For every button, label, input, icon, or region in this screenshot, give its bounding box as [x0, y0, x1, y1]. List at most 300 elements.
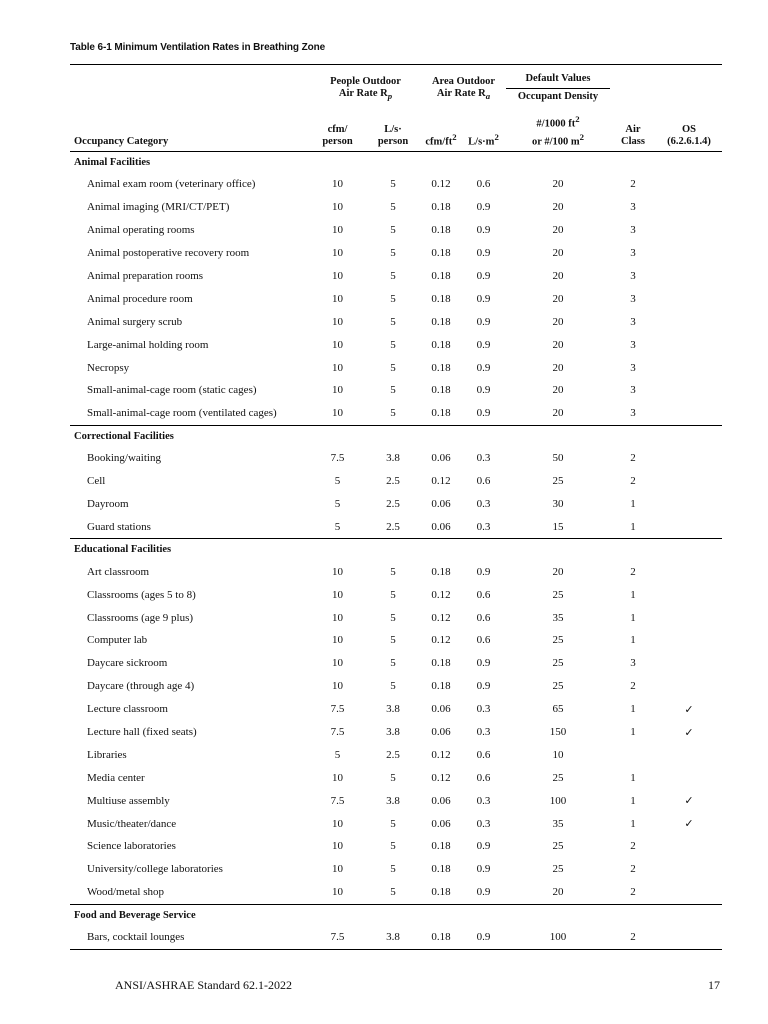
cfm-per-ft2-cell: 0.12: [431, 588, 451, 601]
air-class-cell: 3: [630, 657, 636, 670]
cfm-per-ft2-cell: 0.18: [431, 247, 451, 260]
cfm-per-ft2-cell: 0.18: [431, 680, 451, 693]
ls-per-person-cell: 5: [390, 201, 396, 214]
occupant-density-cell: 65: [552, 703, 564, 716]
air-class-cell: 3: [630, 407, 636, 420]
occupancy-name-cell: Dayroom: [87, 498, 129, 511]
os-check-cell: ✓: [684, 795, 694, 808]
os-check-cell: [656, 310, 722, 333]
air-class-cell: 1: [630, 611, 636, 624]
air-class-cell: 2: [630, 178, 636, 191]
cfm-per-person-cell: 10: [332, 680, 343, 693]
cfm-per-ft2-cell: 0.18: [431, 384, 451, 397]
occupant-density-cell: 20: [552, 315, 564, 328]
ls-per-m2-cell: 0.9: [476, 886, 491, 899]
occupancy-name-cell: Cell: [87, 475, 106, 488]
table-row: [70, 515, 722, 538]
default-values-header: Default Values: [506, 65, 610, 89]
ls-per-m2-cell: 0.6: [476, 611, 491, 624]
ls-per-person-cell: 5: [390, 588, 396, 601]
occupancy-name-cell: Necropsy: [87, 361, 130, 374]
ls-per-person-cell: 5: [390, 840, 396, 853]
air-class-cell: 1: [630, 726, 636, 739]
occupant-density-cell: 25: [552, 840, 564, 853]
occupant-density-cell: 25: [552, 680, 564, 693]
ls-per-m2-cell: 0.9: [476, 338, 491, 351]
ls-per-person-cell: 3.8: [386, 794, 400, 807]
occupancy-name-cell: Lecture hall (fixed seats): [87, 726, 197, 739]
occupant-density-cell: 35: [552, 817, 564, 830]
cfm-per-person-cell: 5: [334, 748, 341, 761]
occupancy-name-cell: Large-animal holding room: [87, 338, 209, 351]
occupant-density-cell: 25: [552, 634, 564, 647]
os-check-cell: [656, 447, 722, 470]
air-class-cell: 1: [630, 794, 636, 807]
area-outdoor-air-rate-header: Area Outdoor Air Rate $R_a$: [431, 75, 496, 102]
cfm-per-person-cell: 10: [332, 840, 343, 853]
cfm-per-person-cell: 10: [332, 178, 343, 191]
air-class-cell: 3: [630, 384, 636, 397]
table-row: [70, 858, 722, 881]
ls-per-person-cell: 2.5: [386, 498, 400, 511]
ls-per-m2-cell: 0.6: [476, 588, 491, 601]
occupancy-name-cell: Libraries: [87, 748, 127, 761]
cfm-per-ft2-cell: 0.06: [431, 520, 451, 533]
cfm-per-person-cell: 10: [332, 407, 343, 420]
ventilation-rates-table: [70, 64, 722, 950]
occupant-density-cell: 20: [552, 407, 564, 420]
ls-per-person-cell: 3.8: [386, 703, 400, 716]
air-class-cell: 1: [630, 634, 636, 647]
footer-page-number: 17: [708, 978, 720, 992]
os-check-cell: [656, 926, 722, 949]
cfm-per-ft2-cell: 0.06: [431, 817, 451, 830]
table-row: [70, 835, 722, 858]
cfm-per-person-cell: 10: [332, 315, 343, 328]
ls-per-m2-cell: 0.3: [476, 703, 491, 716]
ls-per-person-cell: 5: [390, 611, 396, 624]
ls-per-person-cell: 5: [390, 315, 396, 328]
occupancy-name-cell: Wood/metal shop: [87, 886, 165, 899]
ls-per-person-cell: 2.5: [386, 475, 400, 488]
occupant-density-cell: 20: [552, 338, 564, 351]
ls-per-person-cell: 5: [390, 817, 396, 830]
os-check-cell: [656, 766, 722, 789]
ls-per-m2-cell: 0.9: [476, 680, 491, 693]
occupancy-name-cell: Daycare (through age 4): [87, 680, 195, 693]
occupancy-name-cell: Animal postoperative recovery room: [87, 247, 250, 260]
ls-per-m2-cell: 0.6: [476, 771, 491, 784]
cfm-per-ft2-cell: 0.18: [431, 407, 451, 420]
cfm-per-ft2-cell: 0.18: [431, 338, 451, 351]
os-check-cell: [656, 560, 722, 583]
table-caption: Table 6-1 Minimum Ventilation Rates in Breathing Zone: [70, 42, 326, 53]
cfm-per-person-cell: 5: [334, 520, 341, 533]
os-check-cell: ✓: [684, 726, 694, 739]
occupancy-name-cell: Lecture classroom: [87, 703, 168, 716]
cfm-per-person-cell: 10: [332, 247, 343, 260]
cfm-per-person-cell: 10: [332, 384, 343, 397]
os-check-cell: [656, 333, 722, 356]
occupancy-name-cell: Science laboratories: [87, 840, 176, 853]
os-check-cell: [656, 675, 722, 698]
cfm-per-person-cell: 7.5: [330, 931, 345, 944]
cfm-per-ft2-cell: 0.12: [431, 611, 451, 624]
occupant-density-cell: 20: [552, 270, 564, 282]
ls-per-person-cell: 5: [390, 178, 396, 191]
air-class-cell: 3: [630, 361, 636, 374]
ls-per-m2-cell: 0.9: [476, 657, 491, 670]
section-header-row: [70, 425, 722, 447]
table-row: [70, 379, 722, 402]
cfm-per-person-cell: 10: [332, 817, 343, 830]
occupancy-name-cell: Bars, cocktail lounges: [87, 931, 185, 944]
air-class-cell: 3: [630, 201, 636, 214]
cfm-per-ft2-cell: 0.18: [431, 657, 451, 670]
os-check-cell: [656, 379, 722, 402]
air-class-header: Air Class: [621, 124, 645, 147]
os-check-cell: [656, 219, 722, 242]
occupant-density-cell: 20: [552, 247, 564, 260]
table-row: [70, 812, 722, 835]
table-row: [70, 333, 722, 356]
os-check-cell: [656, 173, 722, 196]
os-check-cell: [656, 629, 722, 652]
air-class-cell: 3: [630, 270, 636, 282]
table-row: [70, 402, 722, 425]
cfm-per-ft2-cell: 0.18: [431, 224, 451, 237]
os-check-cell: [656, 287, 722, 310]
occupancy-name-cell: Music/theater/dance: [87, 817, 177, 830]
ls-per-person-cell: 5: [390, 863, 396, 876]
os-check-cell: ✓: [684, 703, 694, 716]
ls-per-m2-cell: 0.9: [476, 384, 491, 397]
os-header: OS (6.2.6.1.4): [667, 124, 711, 147]
ls-per-m2-cell: 0.3: [476, 726, 491, 739]
section-title: Animal Facilities: [74, 157, 151, 168]
os-check-cell: [656, 652, 722, 675]
occupant-density-header: Occupant Density: [517, 91, 599, 102]
occupant-density-cell: 100: [549, 794, 567, 807]
cfm-per-person-cell: 10: [332, 886, 343, 899]
ls-per-m2-cell: 0.9: [476, 201, 491, 214]
cfm-per-person-cell: 7.5: [330, 452, 345, 465]
cfm-per-ft2-cell: 0.18: [431, 292, 451, 305]
table-row: [70, 698, 722, 721]
ls-per-person-cell: 5: [390, 224, 396, 237]
ls-per-m2-cell: 0.9: [476, 292, 491, 305]
air-class-cell: 1: [630, 771, 636, 784]
ls-per-person-cell: 5: [390, 657, 396, 670]
os-check-cell: [656, 356, 722, 379]
cfm-per-person-cell: 10: [332, 565, 343, 578]
ls-per-person-cell: 3.8: [386, 726, 400, 739]
occupancy-name-cell: Media center: [87, 771, 145, 784]
ls-per-m2-cell: 0.6: [476, 475, 491, 488]
table-body: [70, 152, 722, 950]
ls-per-person-cell: 5: [390, 361, 396, 374]
cfm-per-person-cell: 10: [332, 588, 343, 601]
occupancy-name-cell: Small-animal-cage room (static cages): [87, 384, 257, 397]
table-row: [70, 470, 722, 493]
cfm-per-ft2-cell: 0.06: [431, 452, 451, 465]
cfm-per-ft2-cell: 0.18: [431, 270, 451, 282]
cfm-per-person-header: cfm/ person: [322, 124, 353, 147]
cfm-per-person-cell: 10: [332, 270, 343, 282]
table-row: [70, 196, 722, 219]
table-row: [70, 242, 722, 265]
occupancy-name-cell: Computer lab: [87, 634, 148, 647]
occupant-density-cell: 20: [552, 201, 564, 214]
table-row: [70, 583, 722, 606]
ls-per-m2-cell: 0.9: [476, 931, 491, 944]
air-class-cell: 2: [630, 452, 636, 465]
occupancy-name-cell: Animal preparation rooms: [87, 270, 204, 282]
air-class-cell: 1: [630, 817, 636, 830]
occupant-density-cell: 25: [552, 588, 564, 601]
ls-per-person-cell: 5: [390, 338, 396, 351]
cfm-per-ft2-cell: 0.18: [431, 315, 451, 328]
ls-per-person-cell: 5: [390, 384, 396, 397]
people-outdoor-air-rate-header: People Outdoor Air Rate $R_p$: [330, 75, 401, 102]
air-class-cell: 1: [630, 498, 636, 511]
table-row: [70, 743, 722, 766]
cfm-per-person-cell: 5: [334, 498, 341, 511]
section-title: Educational Facilities: [74, 544, 172, 556]
table-row: [70, 652, 722, 675]
os-check-cell: ✓: [684, 818, 694, 831]
os-check-cell: [656, 881, 722, 904]
air-class-cell: 3: [630, 292, 636, 305]
table-row: [70, 721, 722, 744]
ls-per-m2-cell: 0.3: [476, 498, 491, 511]
cfm-per-person-cell: 7.5: [330, 703, 345, 716]
table-row: [70, 675, 722, 698]
air-class-cell: 3: [630, 224, 636, 237]
cfm-per-ft2-cell: 0.12: [431, 748, 451, 761]
cfm-per-ft2-cell: 0.06: [431, 703, 451, 716]
ls-per-person-cell: 5: [390, 292, 396, 305]
cfm-per-ft2-cell: 0.06: [431, 726, 451, 739]
cfm-per-person-cell: 10: [332, 338, 343, 351]
air-class-cell: 1: [630, 703, 636, 716]
ls-per-person-cell: 5: [390, 270, 396, 282]
cfm-per-ft2-cell: 0.06: [431, 794, 451, 807]
ls-per-m2-cell: 0.9: [476, 361, 491, 374]
air-class-cell: 2: [630, 475, 636, 488]
ls-per-m2-cell: 0.9: [476, 224, 491, 237]
occupancy-name-cell: University/college laboratories: [87, 863, 223, 876]
os-check-cell: [656, 470, 722, 493]
cfm-per-person-cell: 10: [332, 657, 343, 670]
table-row: [70, 356, 722, 379]
occupancy-name-cell: Small-animal-cage room (ventilated cages): [87, 407, 277, 420]
occupant-density-cell: 20: [552, 224, 564, 237]
table-row: [70, 766, 722, 789]
occupancy-name-cell: Booking/waiting: [87, 452, 161, 465]
ls-per-m2-cell: 0.9: [476, 270, 491, 282]
table-row: [70, 629, 722, 652]
table-row: [70, 219, 722, 242]
density-units-header: #/1000 $ft^2$ or #/100 $m^2$: [531, 114, 584, 147]
air-class-cell: 2: [630, 931, 636, 944]
cfm-per-person-cell: 7.5: [330, 726, 345, 739]
footer-standard: ANSI/ASHRAE Standard 62.1-2022: [115, 978, 292, 992]
air-class-cell: 2: [630, 565, 636, 578]
occupant-density-cell: 20: [552, 361, 564, 374]
section-title: Food and Beverage Service: [74, 909, 196, 921]
cfm-per-person-cell: 10: [332, 634, 343, 647]
occupancy-name-cell: Daycare sickroom: [87, 657, 168, 670]
section-header-row: [70, 904, 722, 926]
cfm-per-ft2-cell: 0.18: [431, 840, 451, 853]
table-row: [70, 287, 722, 310]
table-row: [70, 447, 722, 470]
cfm-per-ft2-cell: 0.18: [431, 361, 451, 374]
ls-per-person-cell: 2.5: [386, 748, 400, 761]
occupant-density-cell: 20: [552, 384, 564, 397]
air-class-cell: 2: [630, 886, 636, 899]
table-row: [70, 265, 722, 288]
occupant-density-cell: 20: [552, 565, 564, 578]
section-header-row: [70, 152, 722, 174]
ls-per-person-cell: 5: [390, 634, 396, 647]
cfm-per-person-cell: 10: [332, 201, 343, 214]
ls-per-m2-cell: 0.9: [476, 315, 491, 328]
occupant-density-cell: 150: [549, 726, 567, 739]
occupancy-name-cell: Animal procedure room: [87, 292, 193, 305]
occupancy-name-cell: Animal operating rooms: [87, 224, 195, 237]
occupant-density-cell: 50: [552, 452, 564, 465]
air-class-cell: 1: [630, 588, 636, 601]
ls-per-person-cell: 5: [390, 680, 396, 693]
ls-per-person-cell: 5: [390, 565, 396, 578]
cfm-per-person-cell: 10: [332, 611, 343, 624]
table-row: [70, 881, 722, 904]
occupancy-name-cell: Animal imaging (MRI/CT/PET): [87, 201, 230, 214]
air-class-cell: 1: [630, 520, 636, 533]
cfm-per-ft2-header: cfm/$ft^2$: [425, 131, 457, 147]
table-row: [70, 310, 722, 333]
occupancy-name-cell: Classrooms (ages 5 to 8): [87, 588, 196, 601]
occupant-density-cell: 25: [552, 475, 564, 488]
air-class-cell: 2: [630, 863, 636, 876]
occupancy-name-cell: Classrooms (age 9 plus): [87, 611, 194, 624]
air-class-cell: 2: [630, 680, 636, 693]
cfm-per-ft2-cell: 0.12: [431, 634, 451, 647]
ls-per-person-cell: 5: [390, 247, 396, 260]
table-row: [70, 560, 722, 583]
occupant-density-cell: 30: [552, 498, 564, 511]
os-check-cell: [656, 242, 722, 265]
occupant-density-cell: 100: [549, 931, 567, 944]
occupancy-name-cell: Multiuse assembly: [87, 794, 170, 807]
ls-per-person-cell: 3.8: [386, 931, 400, 944]
occupant-density-cell: 35: [552, 611, 564, 624]
cfm-per-ft2-cell: 0.12: [431, 475, 451, 488]
table-row: [70, 173, 722, 196]
cfm-per-ft2-cell: 0.06: [431, 498, 451, 511]
cfm-per-ft2-cell: 0.18: [431, 565, 451, 578]
air-class-cell: 3: [630, 247, 636, 260]
os-check-cell: [656, 515, 722, 538]
occupancy-name-cell: Art classroom: [87, 565, 150, 578]
occupant-density-cell: 25: [552, 863, 564, 876]
cfm-per-person-cell: 10: [332, 863, 343, 876]
os-check-cell: [656, 743, 722, 766]
section-header-row: [70, 539, 722, 561]
os-check-cell: [656, 402, 722, 425]
table-header: [70, 65, 722, 152]
cfm-per-person-cell: 10: [332, 292, 343, 305]
table-row: [70, 606, 722, 629]
ls-per-m2-cell: 0.6: [476, 748, 491, 761]
ls-per-m2-cell: 0.3: [476, 520, 491, 533]
os-check-cell: [656, 196, 722, 219]
table-row: [70, 493, 722, 516]
occupant-density-cell: 20: [552, 886, 564, 899]
air-class-cell: 2: [630, 840, 636, 853]
os-check-cell: [656, 858, 722, 881]
ls-per-person-cell: 3.8: [386, 452, 400, 465]
cfm-per-person-cell: 5: [334, 475, 341, 488]
occupant-density-cell: 20: [552, 178, 564, 191]
cfm-per-ft2-cell: 0.18: [431, 863, 451, 876]
section-title: Correctional Facilities: [74, 430, 174, 442]
ls-per-m2-cell: 0.9: [476, 840, 491, 853]
air-class-cell: 3: [630, 338, 636, 351]
ls-per-person-header: L/s· person: [377, 124, 409, 147]
ls-per-person-cell: 5: [390, 886, 396, 899]
table-row: [70, 926, 722, 949]
occupant-density-cell: 25: [552, 771, 564, 784]
os-check-cell: [656, 835, 722, 858]
ls-per-m2-cell: 0.9: [476, 565, 491, 578]
ls-per-m2-cell: 0.9: [476, 247, 491, 260]
ls-per-person-cell: 5: [390, 407, 396, 420]
occupancy-name-cell: Animal exam room (veterinary office): [87, 178, 256, 191]
cfm-per-person-cell: 10: [332, 771, 343, 784]
ls-per-person-cell: 2.5: [386, 520, 400, 533]
occupancy-category-header: Occupancy Category: [74, 136, 169, 147]
os-check-cell: [656, 493, 722, 516]
table-row: [70, 789, 722, 812]
cfm-per-ft2-cell: 0.18: [431, 201, 451, 214]
ls-per-m2-cell: 0.6: [476, 634, 491, 647]
cfm-per-person-cell: 7.5: [330, 794, 345, 807]
ls-per-m2-cell: 0.3: [476, 817, 491, 830]
cfm-per-person-cell: 10: [332, 361, 343, 374]
ls-per-m2-header: $L/s\cdot m^2$: [468, 131, 499, 147]
air-class-cell: [610, 743, 656, 766]
ls-per-person-cell: 5: [390, 771, 396, 784]
ls-per-m2-cell: 0.9: [476, 407, 491, 420]
os-check-cell: [656, 265, 722, 288]
ls-per-m2-cell: 0.6: [476, 178, 491, 191]
cfm-per-ft2-cell: 0.12: [431, 771, 451, 784]
ls-per-m2-cell: 0.9: [476, 863, 491, 876]
air-class-cell: 3: [630, 315, 636, 328]
cfm-per-ft2-cell: 0.18: [431, 886, 451, 899]
cfm-per-ft2-cell: 0.18: [431, 931, 451, 944]
cfm-per-person-cell: 10: [332, 224, 343, 237]
occupant-density-cell: 20: [552, 292, 564, 305]
ls-per-m2-cell: 0.3: [476, 452, 491, 465]
occupant-density-cell: 10: [552, 748, 564, 761]
os-check-cell: [656, 583, 722, 606]
occupancy-name-cell: Animal surgery scrub: [87, 315, 183, 328]
cfm-per-ft2-cell: 0.12: [431, 178, 451, 191]
